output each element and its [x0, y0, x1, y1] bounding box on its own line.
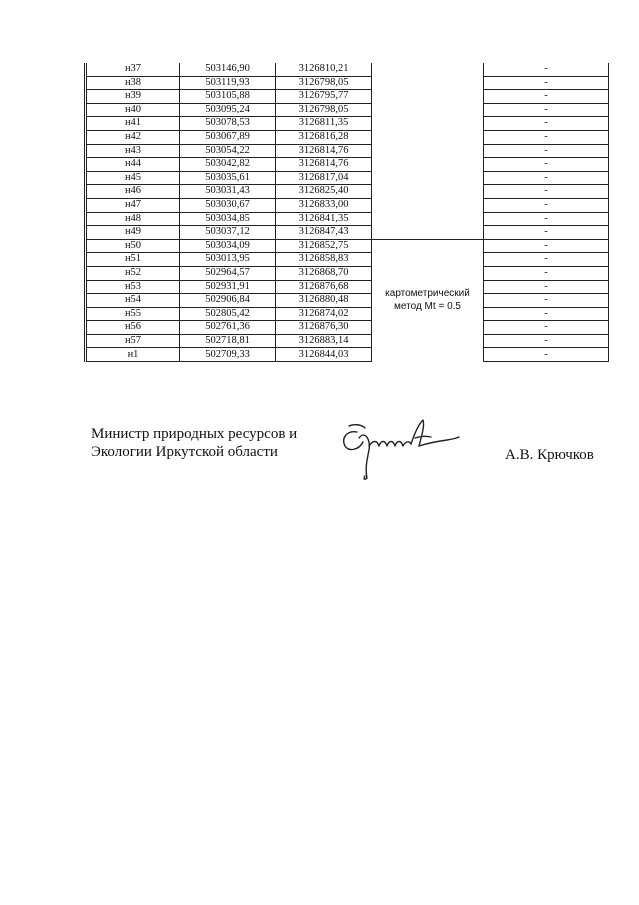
table-row — [86, 117, 609, 131]
mark-cell: - — [484, 307, 609, 321]
method-cell — [372, 76, 484, 90]
mark-cell: - — [484, 198, 609, 212]
table-row — [86, 158, 609, 172]
mark-cell: - — [484, 321, 609, 335]
table-row — [86, 76, 609, 90]
table-row — [86, 130, 609, 144]
y-coordinate-cell: 3126795,77 — [276, 90, 372, 104]
table-row — [86, 198, 609, 212]
point-cell: н47 — [86, 198, 180, 212]
x-coordinate-cell: 502805,42 — [180, 307, 276, 321]
mark-cell: - — [484, 103, 609, 117]
x-coordinate-cell: 503013,95 — [180, 253, 276, 267]
mark-cell: - — [484, 348, 609, 362]
table-row — [86, 63, 609, 76]
x-coordinate-cell: 503042,82 — [180, 158, 276, 172]
y-coordinate-cell: 3126880,48 — [276, 294, 372, 308]
x-coordinate-cell: 503095,24 — [180, 103, 276, 117]
x-coordinate-cell: 503105,88 — [180, 90, 276, 104]
mark-cell: - — [484, 226, 609, 240]
table-row — [86, 239, 609, 253]
point-cell: н1 — [86, 348, 180, 362]
x-coordinate-cell: 503034,09 — [180, 239, 276, 253]
mark-cell: - — [484, 117, 609, 131]
y-coordinate-cell: 3126847,43 — [276, 226, 372, 240]
point-cell: н53 — [86, 280, 180, 294]
table-row — [86, 103, 609, 117]
y-coordinate-cell: 3126798,05 — [276, 76, 372, 90]
mark-cell: - — [484, 158, 609, 172]
x-coordinate-cell: 502931,91 — [180, 280, 276, 294]
coordinates-table — [84, 63, 609, 362]
method-cell — [372, 130, 484, 144]
table-row — [86, 226, 609, 240]
method-line-1: картометрический — [385, 288, 470, 300]
point-cell: н57 — [86, 334, 180, 348]
method-line-2: метод Mt = 0.5 — [394, 300, 461, 312]
point-cell: н55 — [86, 307, 180, 321]
mark-cell: - — [484, 90, 609, 104]
method-description — [372, 288, 483, 313]
point-cell: н37 — [86, 63, 180, 76]
table-row — [86, 90, 609, 104]
x-coordinate-cell: 502709,33 — [180, 348, 276, 362]
y-coordinate-cell: 3126858,83 — [276, 253, 372, 267]
y-coordinate-cell: 3126817,04 — [276, 171, 372, 185]
table-row — [86, 348, 609, 362]
mark-cell: - — [484, 144, 609, 158]
handwritten-signature — [335, 410, 465, 485]
method-cell — [372, 63, 484, 76]
point-cell: н50 — [86, 239, 180, 253]
signatory-position — [91, 425, 297, 461]
y-coordinate-cell: 3126876,68 — [276, 280, 372, 294]
method-cell — [372, 117, 484, 131]
point-cell: н51 — [86, 253, 180, 267]
x-coordinate-cell: 503067,89 — [180, 130, 276, 144]
method-cell — [372, 171, 484, 185]
y-coordinate-cell: 3126841,35 — [276, 212, 372, 226]
x-coordinate-cell: 503146,90 — [180, 63, 276, 76]
x-coordinate-cell: 503037,12 — [180, 226, 276, 240]
y-coordinate-cell: 3126868,70 — [276, 266, 372, 280]
y-coordinate-cell: 3126811,35 — [276, 117, 372, 131]
signatory-position-line-1: Министр природных ресурсов и — [91, 426, 298, 442]
method-cell — [372, 198, 484, 212]
mark-cell: - — [484, 130, 609, 144]
point-cell: н43 — [86, 144, 180, 158]
y-coordinate-cell: 3126814,76 — [276, 144, 372, 158]
y-coordinate-cell: 3126825,40 — [276, 185, 372, 199]
mark-cell: - — [484, 63, 609, 76]
point-cell: н52 — [86, 266, 180, 280]
x-coordinate-cell: 502906,84 — [180, 294, 276, 308]
x-coordinate-cell: 502964,57 — [180, 266, 276, 280]
point-cell: н38 — [86, 76, 180, 90]
mark-cell: - — [484, 266, 609, 280]
point-cell: н39 — [86, 90, 180, 104]
table-row — [86, 212, 609, 226]
point-cell: н40 — [86, 103, 180, 117]
mark-cell: - — [484, 212, 609, 226]
table-row — [86, 171, 609, 185]
point-cell: н49 — [86, 226, 180, 240]
x-coordinate-cell: 503035,61 — [180, 171, 276, 185]
mark-cell: - — [484, 171, 609, 185]
y-coordinate-cell: 3126816,28 — [276, 130, 372, 144]
point-cell: н42 — [86, 130, 180, 144]
signatory-name: А.В. Крючков — [505, 447, 594, 463]
coordinates-table-body — [86, 63, 609, 362]
point-cell: н45 — [86, 171, 180, 185]
method-cell — [372, 212, 484, 226]
method-cell — [372, 103, 484, 117]
table-row — [86, 185, 609, 199]
y-coordinate-cell: 3126814,76 — [276, 158, 372, 172]
mark-cell: - — [484, 253, 609, 267]
method-cell — [372, 239, 484, 361]
table-row — [86, 144, 609, 158]
table-row — [86, 321, 609, 335]
x-coordinate-cell: 503030,67 — [180, 198, 276, 212]
y-coordinate-cell: 3126810,21 — [276, 63, 372, 76]
table-row — [86, 294, 609, 308]
point-cell: н54 — [86, 294, 180, 308]
x-coordinate-cell: 502718,81 — [180, 334, 276, 348]
table-row — [86, 280, 609, 294]
mark-cell: - — [484, 294, 609, 308]
table-row — [86, 307, 609, 321]
mark-cell: - — [484, 280, 609, 294]
method-cell — [372, 158, 484, 172]
point-cell: н44 — [86, 158, 180, 172]
x-coordinate-cell: 503054,22 — [180, 144, 276, 158]
mark-cell: - — [484, 76, 609, 90]
method-cell — [372, 226, 484, 240]
table-row — [86, 266, 609, 280]
point-cell: н48 — [86, 212, 180, 226]
method-cell — [372, 185, 484, 199]
y-coordinate-cell: 3126844,03 — [276, 348, 372, 362]
y-coordinate-cell: 3126883,14 — [276, 334, 372, 348]
point-cell: н41 — [86, 117, 180, 131]
mark-cell: - — [484, 239, 609, 253]
x-coordinate-cell: 502761,36 — [180, 321, 276, 335]
y-coordinate-cell: 3126874,02 — [276, 307, 372, 321]
y-coordinate-cell: 3126852,75 — [276, 239, 372, 253]
x-coordinate-cell: 503031,43 — [180, 185, 276, 199]
y-coordinate-cell: 3126798,05 — [276, 103, 372, 117]
method-cell — [372, 90, 484, 104]
mark-cell: - — [484, 185, 609, 199]
table-row — [86, 253, 609, 267]
method-cell — [372, 144, 484, 158]
x-coordinate-cell: 503119,93 — [180, 76, 276, 90]
x-coordinate-cell: 503078,53 — [180, 117, 276, 131]
x-coordinate-cell: 503034,85 — [180, 212, 276, 226]
table-row — [86, 334, 609, 348]
point-cell: н56 — [86, 321, 180, 335]
y-coordinate-cell: 3126876,30 — [276, 321, 372, 335]
signatory-position-line-2: Экологии Иркутской области — [91, 444, 278, 460]
point-cell: н46 — [86, 185, 180, 199]
y-coordinate-cell: 3126833,00 — [276, 198, 372, 212]
mark-cell: - — [484, 334, 609, 348]
